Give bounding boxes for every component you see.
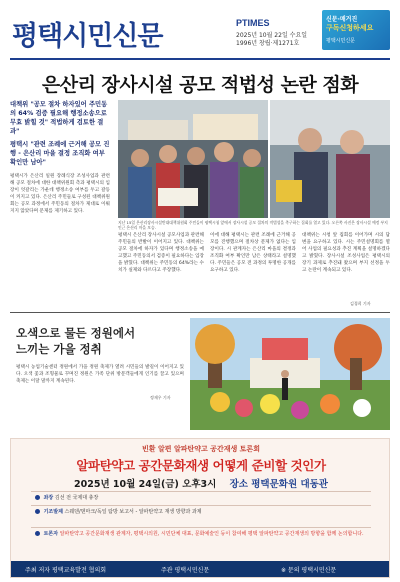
masthead (0, 0, 400, 60)
ad-row-text: 스웨덴/덴마크/독일 탐방 보고서 - 알파탄약고 재생 방향과 과제 (64, 509, 202, 515)
ad-row-text: 알파탄약고 공간문화재생 관계자, 평택시의원, 시민단체 대표, 문화예술인 등이 참여해 평택 알파탄약고 공간재생의 방향을 함께 논의합니다. (59, 531, 364, 537)
garden-photo (190, 318, 390, 430)
brand-name: PTIMES (236, 18, 270, 28)
ad-row-label: 좌장 (43, 495, 54, 501)
lead-body: 평택시가 은산리 일원 장례식장 조성사업과 관련해 공모 절차에 대한 대책위원회 측과 평택시의 입장이 엇갈리는 가운데 행정소송 여부를 두고 갈등이 커지고 있다. 은산리 주민들로 구성된 대책위원회는 공모 과정에서 주민동의 절차가 제대로 이뤄지지 않았다며 문제를 제기하고 있다. (10, 174, 110, 214)
article-column: 대책위는 시청 앞 집회를 이어가며 시의 답변을 요구하고 있다. 시는 주민설명회를 열어 사업의 필요성과 추진 계획을 설명하겠다고 밝혔다. 장사시설 조성사업은 평택시의 장기 과제로 추진돼 왔으며 부지 선정을 두고 논란이 계속되고 있다. (302, 233, 390, 273)
article-column: 평택시 은산리 장사시설 공모사업과 관련해 주민들의 반발이 이어지고 있다. 대책위는 공모 절차에 하자가 있다며 행정소송을 예고했고 주민동의서 검증이 필요하다는 입장을 밝혔다. 대책위는 주민동의 64%라는 수치가 실제와 다르다고 주장했다. (118, 233, 204, 273)
ad-row-text: 김선 전 국제대 총장 (54, 495, 99, 501)
lead-headline[interactable]: 은산리 장사시설 공모 적법성 논란 점화 (41, 74, 359, 96)
promo-line3: 평택시민신문 (326, 38, 355, 44)
story2-body: 평택시 농업기술센터 정원에서 가을 정원 축제가 열려 시민들의 발길이 이어지고 있다. 오색 꽃과 조형물로 꾸며진 정원은 가족 단위 방문객들에게 인기를 끌고 있으며 축제는 이달 말까지 계속된다. (16, 365, 184, 384)
issue-number: 1996년 창립·제1271호 (236, 40, 300, 47)
article-column: 이에 대해 평택시는 관련 조례에 근거해 공모를 진행했으며 절차상 문제가 없다는 입장이다. 시 관계자는 은산리 마을의 결정과 조직화 여부 확인만 남은 상태라고 설명했다. 주민들은 공모 전 과정의 투명한 공개를 요구하고 있다. (210, 233, 296, 273)
ad-place: 장소 평택문화원 대동관 (229, 479, 328, 490)
lead-deck (10, 100, 110, 167)
photo-caption: 지난 15일 은산리장사시설반대대책위원회 주민들이 평택시청 앞에서 장사시설 공모 절차의 적법성을 촉구하는 집회를 열고 있다. 오른쪽 사진은 장사시설 예정 부지 인근 은산리 마을 모습. (118, 220, 388, 230)
forum-advertisement[interactable] (10, 438, 390, 578)
newspaper-logo[interactable]: 평택시민신문 (12, 21, 163, 52)
promo-line2: 구독신청하세요 (326, 24, 374, 32)
section-divider (10, 312, 390, 313)
promo-line1: 신문·매거진 (326, 16, 358, 23)
bullet-icon (35, 495, 40, 500)
story2-headline[interactable] (16, 325, 135, 357)
ad-divider (31, 505, 371, 506)
ad-organizer: 주관 평택시민신문 (161, 567, 210, 574)
ad-divider (31, 527, 371, 528)
ad-row-label: 기조발제 (43, 509, 63, 515)
village-photo (270, 100, 390, 218)
ad-host: 주최 저자 평택교육발전 협의회 (25, 567, 107, 574)
ad-row-panel (35, 531, 375, 539)
story2-byline: 정재우 기자 (150, 395, 171, 400)
issue-date: 2025년 10월 22일 수요일 (236, 32, 308, 39)
story2-title-line: 오색으로 물든 정원에서 (16, 326, 136, 340)
ad-row-label: 토론자 (43, 531, 59, 537)
ad-footer (11, 561, 390, 578)
lead-byline: 김경희 기자 (350, 301, 371, 306)
ad-date (11, 476, 390, 490)
bullet-icon (35, 531, 40, 536)
ad-title: 알파탄약고 공간문화재생 어떻게 준비할 것인가 (76, 458, 326, 473)
ad-divider (31, 491, 371, 492)
masthead-divider (10, 58, 390, 60)
ad-kicker: 빈환 알편 알파탄약고 공간재생 토론회 (142, 445, 260, 453)
story2-title-line: 느끼는 가을 정취 (16, 342, 102, 356)
deck-line: 평택시 "관련 조례에 근거해 공모 진행 - 은산리 마을 결정 조직화 여부 확인만 남아" (10, 141, 110, 166)
ad-date-text: 2025년 10월 24일(금) 오후3시 (74, 479, 217, 490)
ad-row-moderator (35, 495, 375, 503)
ad-row-keynote (35, 509, 375, 517)
subscription-promo[interactable] (322, 10, 390, 50)
protest-photo (118, 100, 268, 218)
lead-summary-column (10, 100, 110, 215)
deck-line: 대책위 "공모 절차 하자있어 주민동의 64% 검증 필요해 행정소송으로 무효 밝힐 것" 적법하게 검토한 결과" (10, 101, 108, 135)
ad-contact: ※ 문의 평택시민신문 (281, 567, 337, 574)
bullet-icon (35, 509, 40, 514)
